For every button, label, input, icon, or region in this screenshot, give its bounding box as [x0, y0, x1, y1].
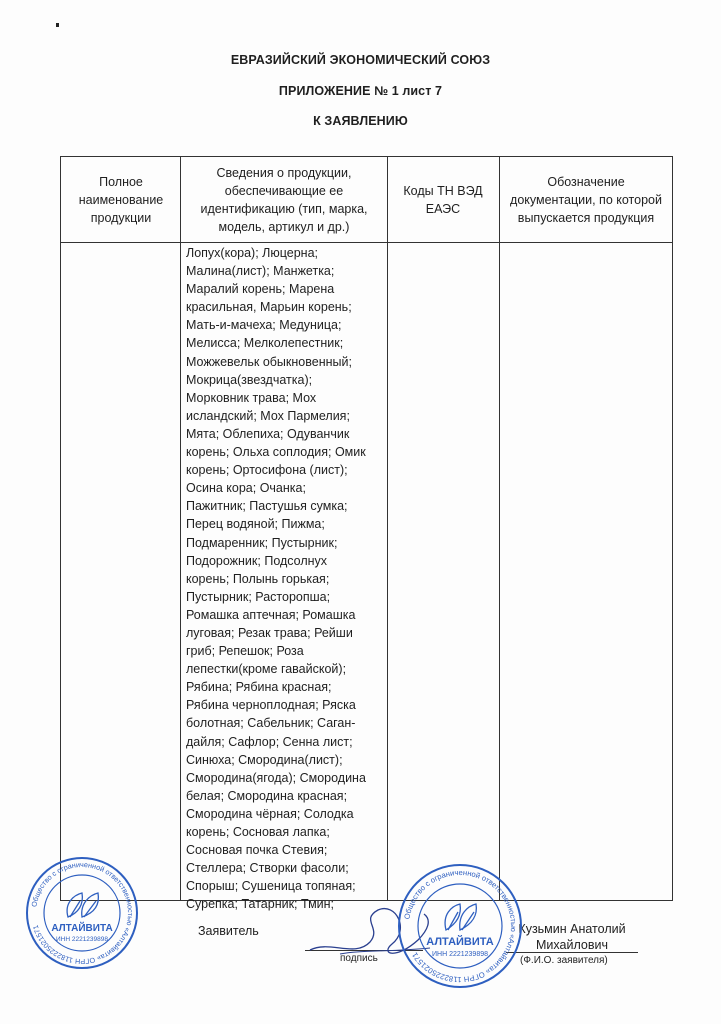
header-tn-ved-codes: Коды ТН ВЭД ЕАЭС [403, 184, 483, 216]
product-info-line: Перец водяной; Пижма; [186, 517, 325, 532]
product-info-line: Сурепка; Татарник; Тмин; [186, 897, 335, 912]
product-info-line: Лопух(кора); Люцерна; [186, 246, 318, 260]
product-info-line: Маралий корень; Марена [186, 282, 335, 297]
company-stamp-right [396, 862, 524, 990]
table-col-line-0 [60, 156, 61, 901]
product-info-line: Можжевельк обыкновенный; [186, 354, 352, 369]
product-info-line: Стеллера; Створки фасоли; [186, 861, 349, 876]
product-info-line: корень; Ортосифона (лист); [186, 463, 348, 478]
product-info-line: Рябина; Рябина красная; [186, 680, 332, 695]
product-info-line: Подорожник; Подсолнух [186, 553, 328, 568]
product-info-line: луговая; Резак трава; Рейши [186, 625, 353, 640]
header-documentation: Обозначение документации, по которой выпускается продукция [510, 175, 662, 225]
product-info-line: Мать-и-мачеха; Медуница; [186, 318, 342, 333]
product-info-line: Ромашка аптечная; Ромашка [186, 607, 356, 622]
applicant-label: Заявитель [198, 924, 259, 938]
table-col-line-1 [180, 156, 181, 901]
product-info-line: болотная; Сабельник; Саган- [186, 716, 356, 731]
svg-text:ИНН 2221239898: ИНН 2221239898 [55, 936, 109, 943]
applicant-name-line1: Кузьмин Анатолий [518, 922, 626, 936]
product-info-line: Мокрица(звездчатка); [186, 372, 313, 387]
product-info-cell [186, 244, 388, 913]
svg-text:ИНН 2221239898: ИНН 2221239898 [431, 951, 489, 958]
product-info-line: Мята; Облепиха; Одуванчик [186, 426, 350, 441]
product-info-line: Сосновая почка Стевия; [186, 843, 328, 858]
svg-text:Общество с ограниченной ответс: Общество с ограниченной ответственностью «Алтайвита» ОГРН 1182225021571 [29, 859, 136, 967]
product-info-line: Мелисса; Мелколепестник; [186, 336, 344, 351]
product-info-line: Пажитник; Пастушья сумка; [186, 499, 348, 514]
application-title: К ЗАЯВЛЕНИЮ [313, 114, 408, 128]
product-info-line: Смородина чёрная; Солодка [186, 806, 354, 821]
product-info-line: Смородина(ягода); Смородина [186, 770, 366, 785]
name-line [506, 952, 638, 953]
table-col-line-3 [499, 156, 500, 901]
product-info-line: исландский; Мох Пармелия; [186, 408, 350, 423]
product-info-line: Синюха; Смородина(лист); [186, 752, 343, 767]
leaf-logo-icon [445, 904, 476, 930]
product-info-line: гриб; Репешок; Роза [186, 644, 304, 659]
union-title: ЕВРАЗИЙСКИЙ ЭКОНОМИЧЕСКИЙ СОЮЗ [230, 53, 491, 67]
leaf-logo-icon [67, 893, 98, 917]
product-info-line: корень; Полынь горькая; [186, 571, 330, 586]
product-info-line: лепестки(кроме гавайской); [186, 662, 347, 677]
product-info-line: Пустырник; Расторопша; [186, 589, 331, 604]
product-info-line: дайля; Сафлор; Сенна лист; [186, 734, 353, 749]
product-info-line: красильная, Марьин корень; [186, 300, 352, 315]
signature-caption: подпись [340, 953, 378, 964]
svg-text:АЛТАЙВИТА: АЛТАЙВИТА [51, 923, 113, 934]
applicant-name-line2: Михайлович [536, 938, 608, 952]
product-info-line: корень; Сосновая лапка; [186, 825, 330, 839]
table-col-line-4 [672, 156, 673, 901]
svg-text:Общество с ограниченной ответс: Общество с ограниченной ответственностью «Алтайвита» ОГРН 1182225021571 [402, 867, 519, 985]
appendix-title: ПРИЛОЖЕНИЕ № 1 лист 7 [278, 84, 443, 98]
company-stamp-left [24, 855, 140, 971]
product-info-line: Малина(лист); Манжетка; [186, 264, 335, 279]
header-full-name: Полное наименование продукции [78, 175, 164, 225]
product-info-line: белая; Смородина красная; [186, 788, 348, 803]
header-product-info: Сведения о продукции, обеспечивающие ее идентификацию (тип, марка, модель, артикул и др.) [200, 166, 368, 234]
svg-text:АЛТАЙВИТА: АЛТАЙВИТА [426, 936, 494, 948]
product-info-line: Подмаренник; Пустырник; [186, 535, 338, 550]
name-caption: (Ф.И.О. заявителя) [520, 955, 608, 966]
product-info-line: корень; Ольха соплодия; Омик [186, 445, 366, 460]
product-info-line: Морковник трава; Мох [186, 390, 317, 405]
product-info-line: Спорыш; Сушеница топяная; [186, 879, 356, 894]
product-info-line: Осина кора; Очанка; [186, 481, 306, 496]
product-info-line: Рябина черноплодная; Ряска [186, 698, 356, 713]
